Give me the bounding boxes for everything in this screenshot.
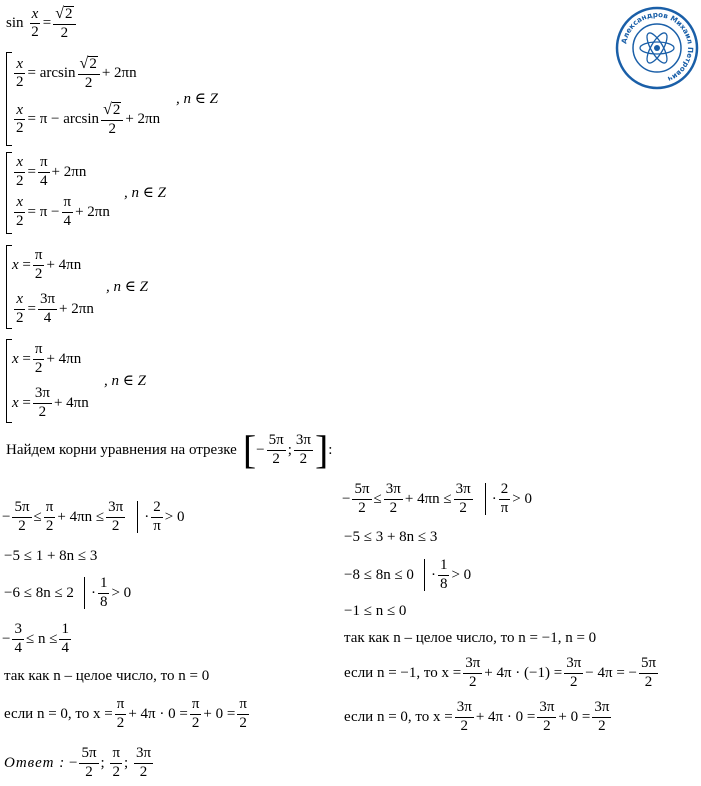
system2-condition: , n ∈ Z	[124, 185, 166, 201]
right-substitution-1: если n = −1, то x = $\frac{3\pi}{2}$ + 4π · (−1) = $\frac{3\pi}{2}$ − 4π = − $\frac{5\pi}{2}$	[344, 655, 657, 690]
system1-line2: $\frac{x}{2}$ = π − arcsin √ 2 2 + 2πn	[16, 101, 161, 137]
left-ineq-1: − $\frac{5\pi}{2}$ ≤ $\frac{\pi}{2}$ + 4πn ≤ $\frac{3\pi}{2}$ · $\frac{2}{\pi}$ > 0	[2, 499, 185, 534]
system3-condition: , n ∈ Z	[106, 279, 148, 295]
system2-line2: $\frac{x}{2}$ = π − $\frac{\pi}{4}$ + 2πn	[16, 194, 110, 229]
system2-line1: $\frac{x}{2}$ = $\frac{\pi}{4}$ + 2πn	[16, 154, 87, 189]
left-ineq-2: −5 ≤ 1 + 8n ≤ 3	[4, 548, 98, 564]
right-ineq-3: −8 ≤ 8n ≤ 0 · $\frac{1}{8}$ > 0	[344, 557, 472, 592]
equation-initial: sin $\frac{x}{2}$ = √ 2 2	[6, 6, 78, 42]
left-conclusion: так как n – целое число, то n = 0	[4, 668, 210, 684]
left-ineq-3: −6 ≤ 8n ≤ 2 · $\frac{1}{8}$ > 0	[4, 575, 132, 610]
system3-line1: x = $\frac{\pi}{2}$ + 4πn	[12, 247, 82, 282]
system1-line1: $\frac{x}{2}$ = arcsin √ 2 2 + 2πn	[16, 55, 137, 91]
right-ineq-4: −1 ≤ n ≤ 0	[344, 603, 407, 619]
system4-line1: x = $\frac{\pi}{2}$ + 4πn	[12, 341, 82, 376]
interval-heading: Найдем корни уравнения на отрезке [ − $\frac{5\pi}{2}$ ; $\frac{3\pi}{2}$ ] :	[6, 427, 333, 472]
multiplier-bar	[137, 501, 138, 533]
right-ineq-1: − $\frac{5\pi}{2}$ ≤ $\frac{3\pi}{2}$ + 4πn ≤ $\frac{3\pi}{2}$ · $\frac{2}{\pi}$ > 0	[342, 481, 532, 516]
author-stamp-logo	[615, 6, 699, 90]
system4-condition: , n ∈ Z	[104, 373, 146, 389]
answer: Ответ : − $\frac{5\pi}{2}$ ; $\frac{\pi}{2}$ ; $\frac{3\pi}{2}$	[4, 745, 152, 780]
system4-line2: x = $\frac{3\pi}{2}$ + 4πn	[12, 385, 89, 420]
system3-line2: $\frac{x}{2}$ = $\frac{3\pi}{4}$ + 2πn	[16, 291, 94, 326]
stamp-text: Александров Михаил Петрович	[619, 9, 696, 84]
right-ineq-2: −5 ≤ 3 + 8n ≤ 3	[344, 529, 438, 545]
right-substitution-2: если n = 0, то x = $\frac{3\pi}{2}$ + 4π · 0 = $\frac{3\pi}{2}$ + 0 = $\frac{3\pi}{2}$	[344, 699, 610, 734]
left-substitution: если n = 0, то x = $\frac{\pi}{2}$ + 4π · 0 = $\frac{\pi}{2}$ + 0 = $\frac{\pi}{2}$	[4, 696, 247, 731]
system1-condition: , n ∈ Z	[176, 91, 218, 107]
left-ineq-4: − $\frac{3}{4}$ ≤ n ≤ $\frac{1}{4}$	[2, 621, 69, 656]
right-conclusion: так как n – целое число, то n = −1, n = 0	[344, 630, 597, 646]
